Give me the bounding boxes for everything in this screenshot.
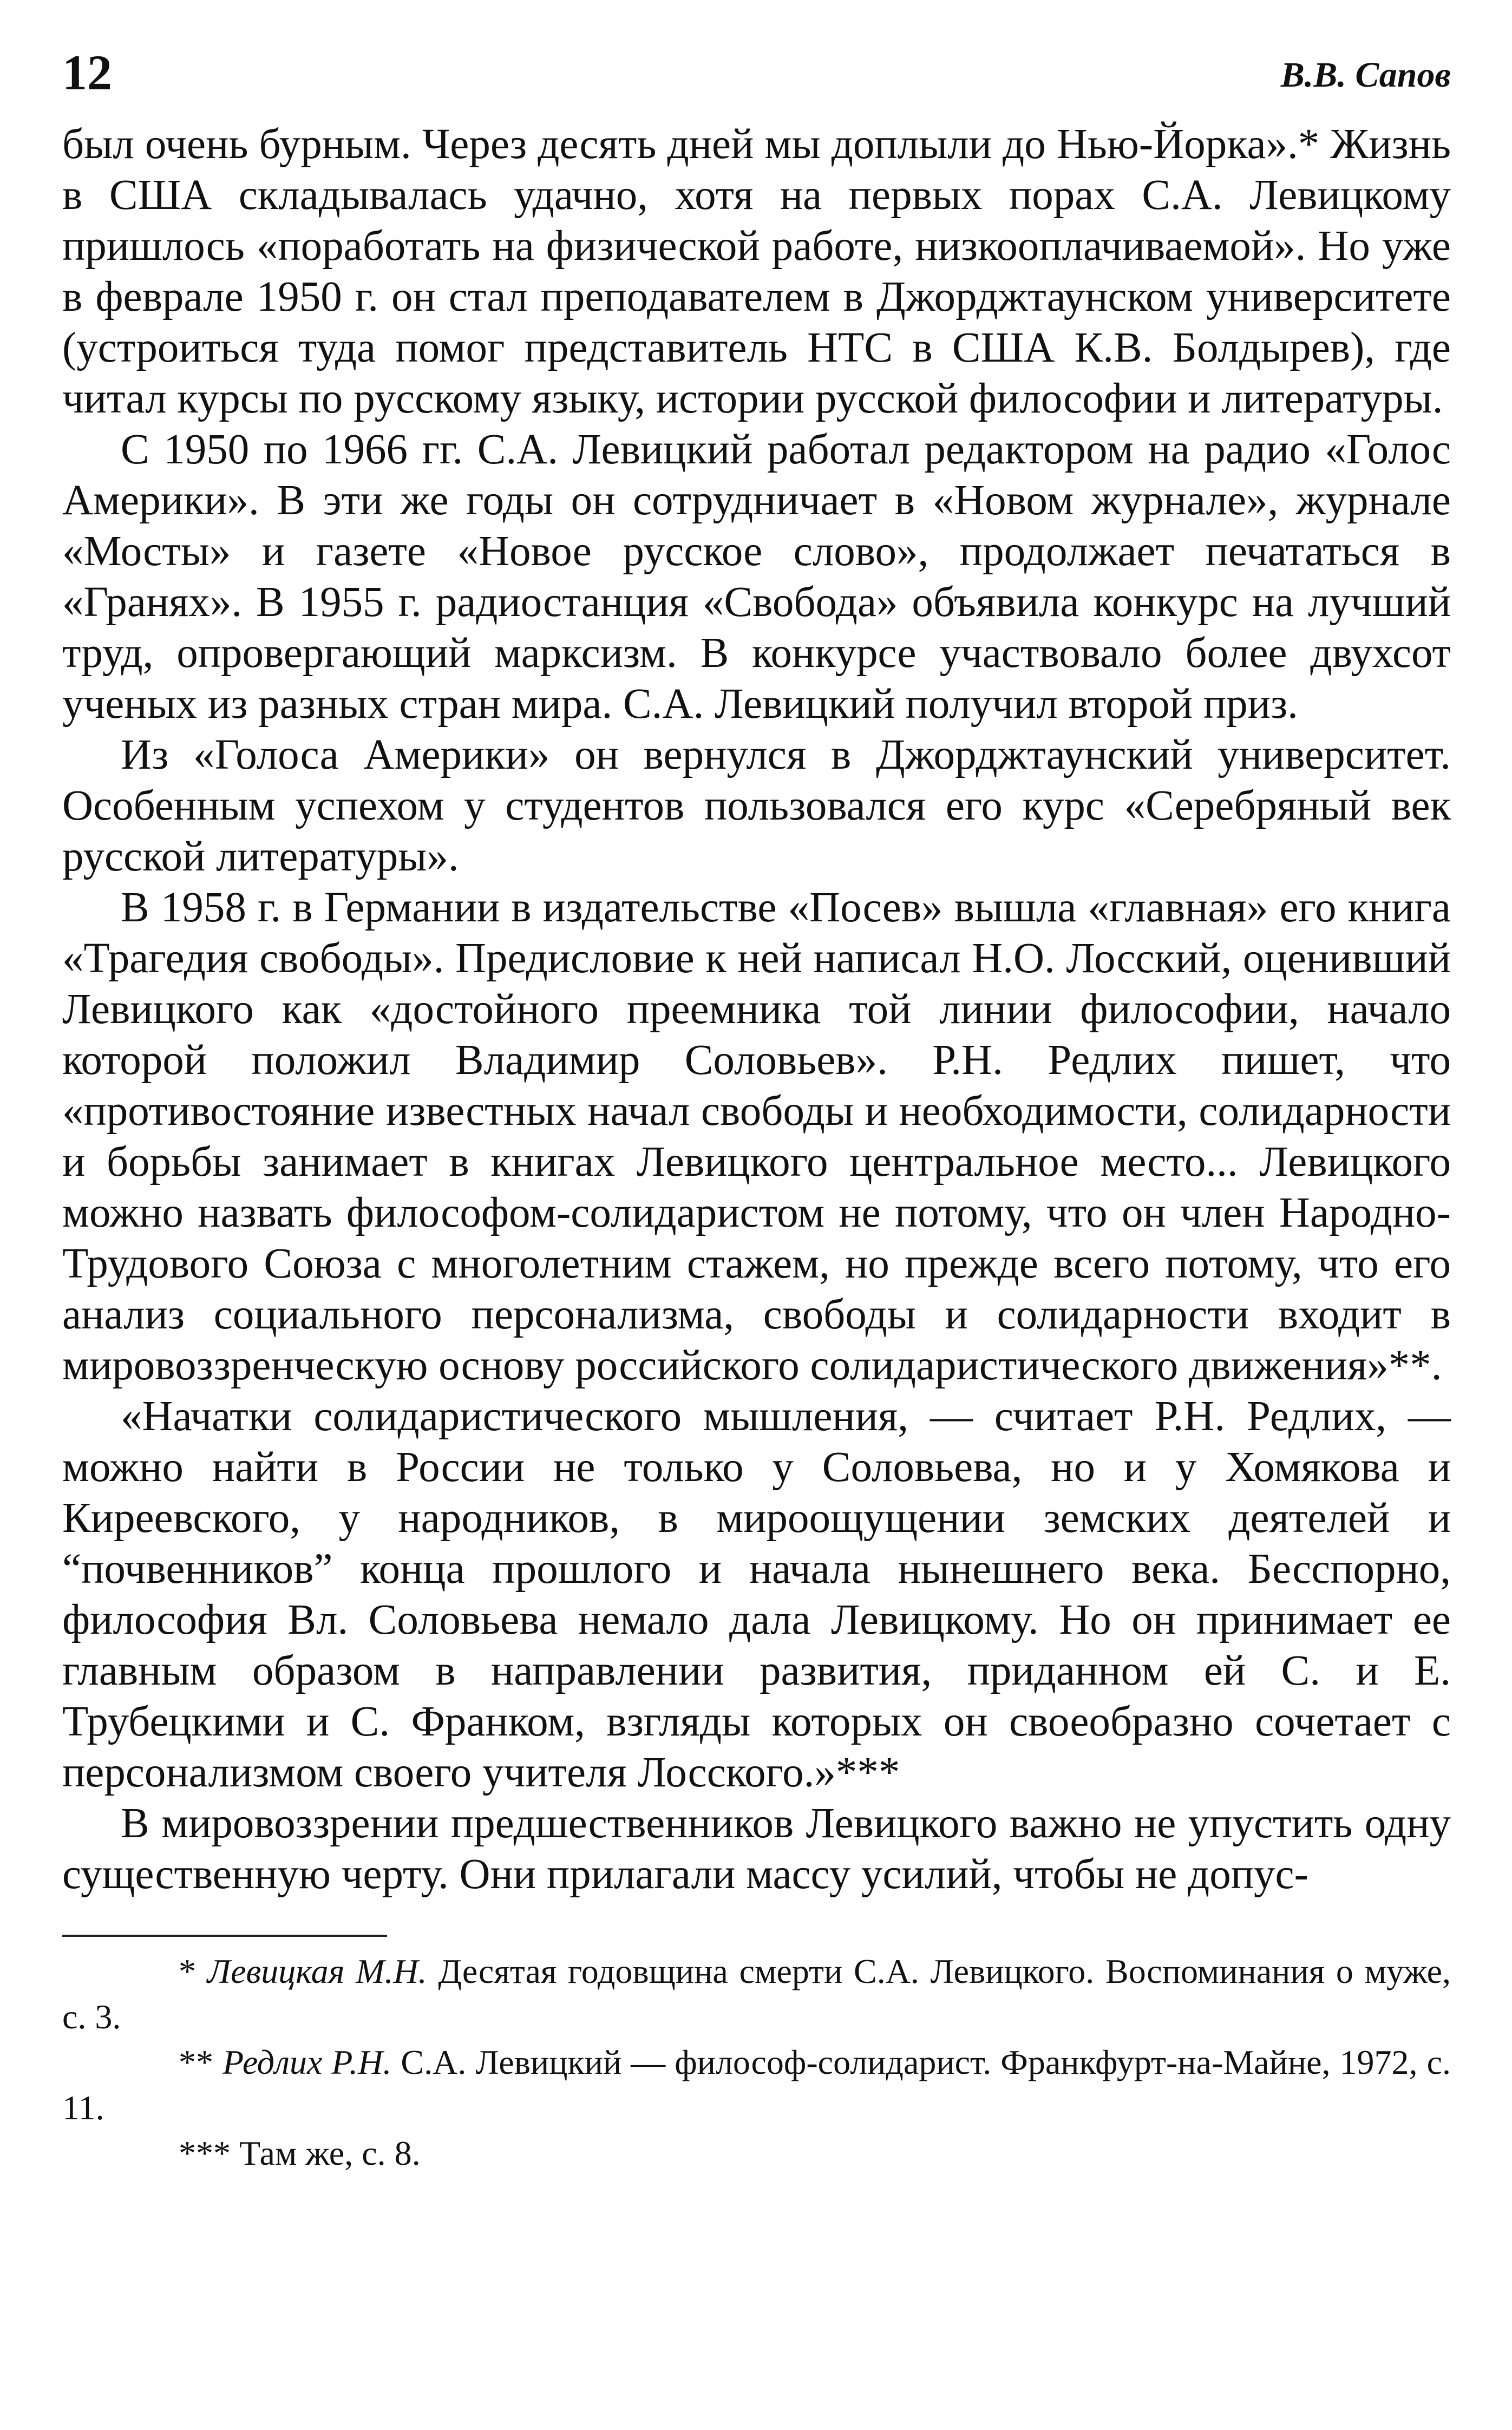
paragraph-5: «Начатки солидаристического мышления, — считает Р.Н. Редлих, — можно найти в России не только у Соловьева, но и у Хомякова и Киреевского, у народников, в мироощущении земских деятелей и “почвенников” конца прошлого и начала нынешнего века. Бесспорно, философия Вл. Соловьева немало дала Левицкому. Но он принимает ее главным образом в направлении развития, приданном ей С. и Е. Трубецкими и С. Франком, взгляды которых он своеобразно сочетает с персонализмом своего учителя Лосского.»*** bbox=[62, 1393, 1451, 1796]
footnote-author: Левицкая М.Н. bbox=[207, 1952, 427, 1990]
paragraph-2: С 1950 по 1966 гг. С.А. Левицкий работал редактором на радио «Голос Америки». В эти же годы он сотрудничает в «Новом журнале», журнале «Мосты» и газете «Новое русское слово», продолжает печататься в «Гранях». В 1955 г. радиостанция «Свобода» объявила конкурс на лучший труд, опровергающий марксизм. В конкурсе участвовало более двухсот ученых из разных стран мира. С.А. Левицкий получил второй приз. bbox=[62, 426, 1451, 728]
footnote-3 bbox=[62, 2131, 1451, 2176]
footnote-2 bbox=[62, 2040, 1451, 2131]
footnote-text: С.А. Левицкий — философ-солидарист. Франкфурт-на-Майне, 1972, с. 11. bbox=[62, 2043, 1451, 2127]
paragraph-3: Из «Голоса Америки» он вернулся в Джорджтаунский университет. Особенным успехом у студентов пользовался его курс «Серебряный век русской литературы». bbox=[62, 731, 1451, 880]
footnote-marker: * bbox=[179, 1952, 196, 1990]
paragraph-1: был очень бурным. Через десять дней мы доплыли до Нью-Йорка».* Жизнь в США складывалась удачно, хотя на первых порах С.А. Левицкому пришлось «поработать на физической работе, низкооплачиваемой». Но уже в феврале 1950 г. он стал преподавателем в Джорджтаунском университете (устроиться туда помог представитель НТС в США К.В. Болдырев), где читал курсы по русскому языку, истории русской философии и литературы. bbox=[62, 121, 1451, 422]
page-header bbox=[62, 38, 1451, 119]
running-head: В.В. Сапов bbox=[1280, 55, 1451, 95]
footnote-marker: ** bbox=[179, 2043, 213, 2081]
footnote-divider bbox=[62, 1935, 387, 1937]
paragraph-4: В 1958 г. в Германии в издательстве «Посев» вышла «главная» его книга «Трагедия свободы». Предисловие к ней написал Н.О. Лосский, оценивший Левицкого как «достойного преемника той линии философии, начало которой положил Владимир Соловьев». Р.Н. Редлих пишет, что «противостояние известных начал свободы и необходимости, солидарности и борьбы занимает в книгах Левицкого центральное место... Левицкого можно назвать философом-солидаристом не потому, что он член Народно-Трудового Союза с многолетним стажем, но прежде всего потому, что его анализ социального персонализма, свободы и солидарности входит в мировоззренческую основу российского солидаристического движения»**. bbox=[62, 884, 1451, 1389]
footnote-text: Там же, с. 8. bbox=[239, 2134, 421, 2172]
body-text bbox=[62, 119, 1451, 1900]
book-page bbox=[62, 38, 1451, 2176]
footnote-marker: *** bbox=[179, 2134, 231, 2172]
paragraph-6: В мировоззрении предшественников Левицкого важно не упустить одну существенную черту. Они прилагали массу усилий, чтобы не допус- bbox=[62, 1800, 1451, 1898]
footnote-text: Десятая годовщина смерти С.А. Левицкого. Воспоминания о муже, с. 3. bbox=[62, 1952, 1451, 2036]
footnote-author: Редлих Р.Н. bbox=[222, 2043, 392, 2081]
footnotes bbox=[62, 1949, 1451, 2176]
footnote-1 bbox=[62, 1949, 1451, 2040]
page-number: 12 bbox=[62, 45, 112, 100]
